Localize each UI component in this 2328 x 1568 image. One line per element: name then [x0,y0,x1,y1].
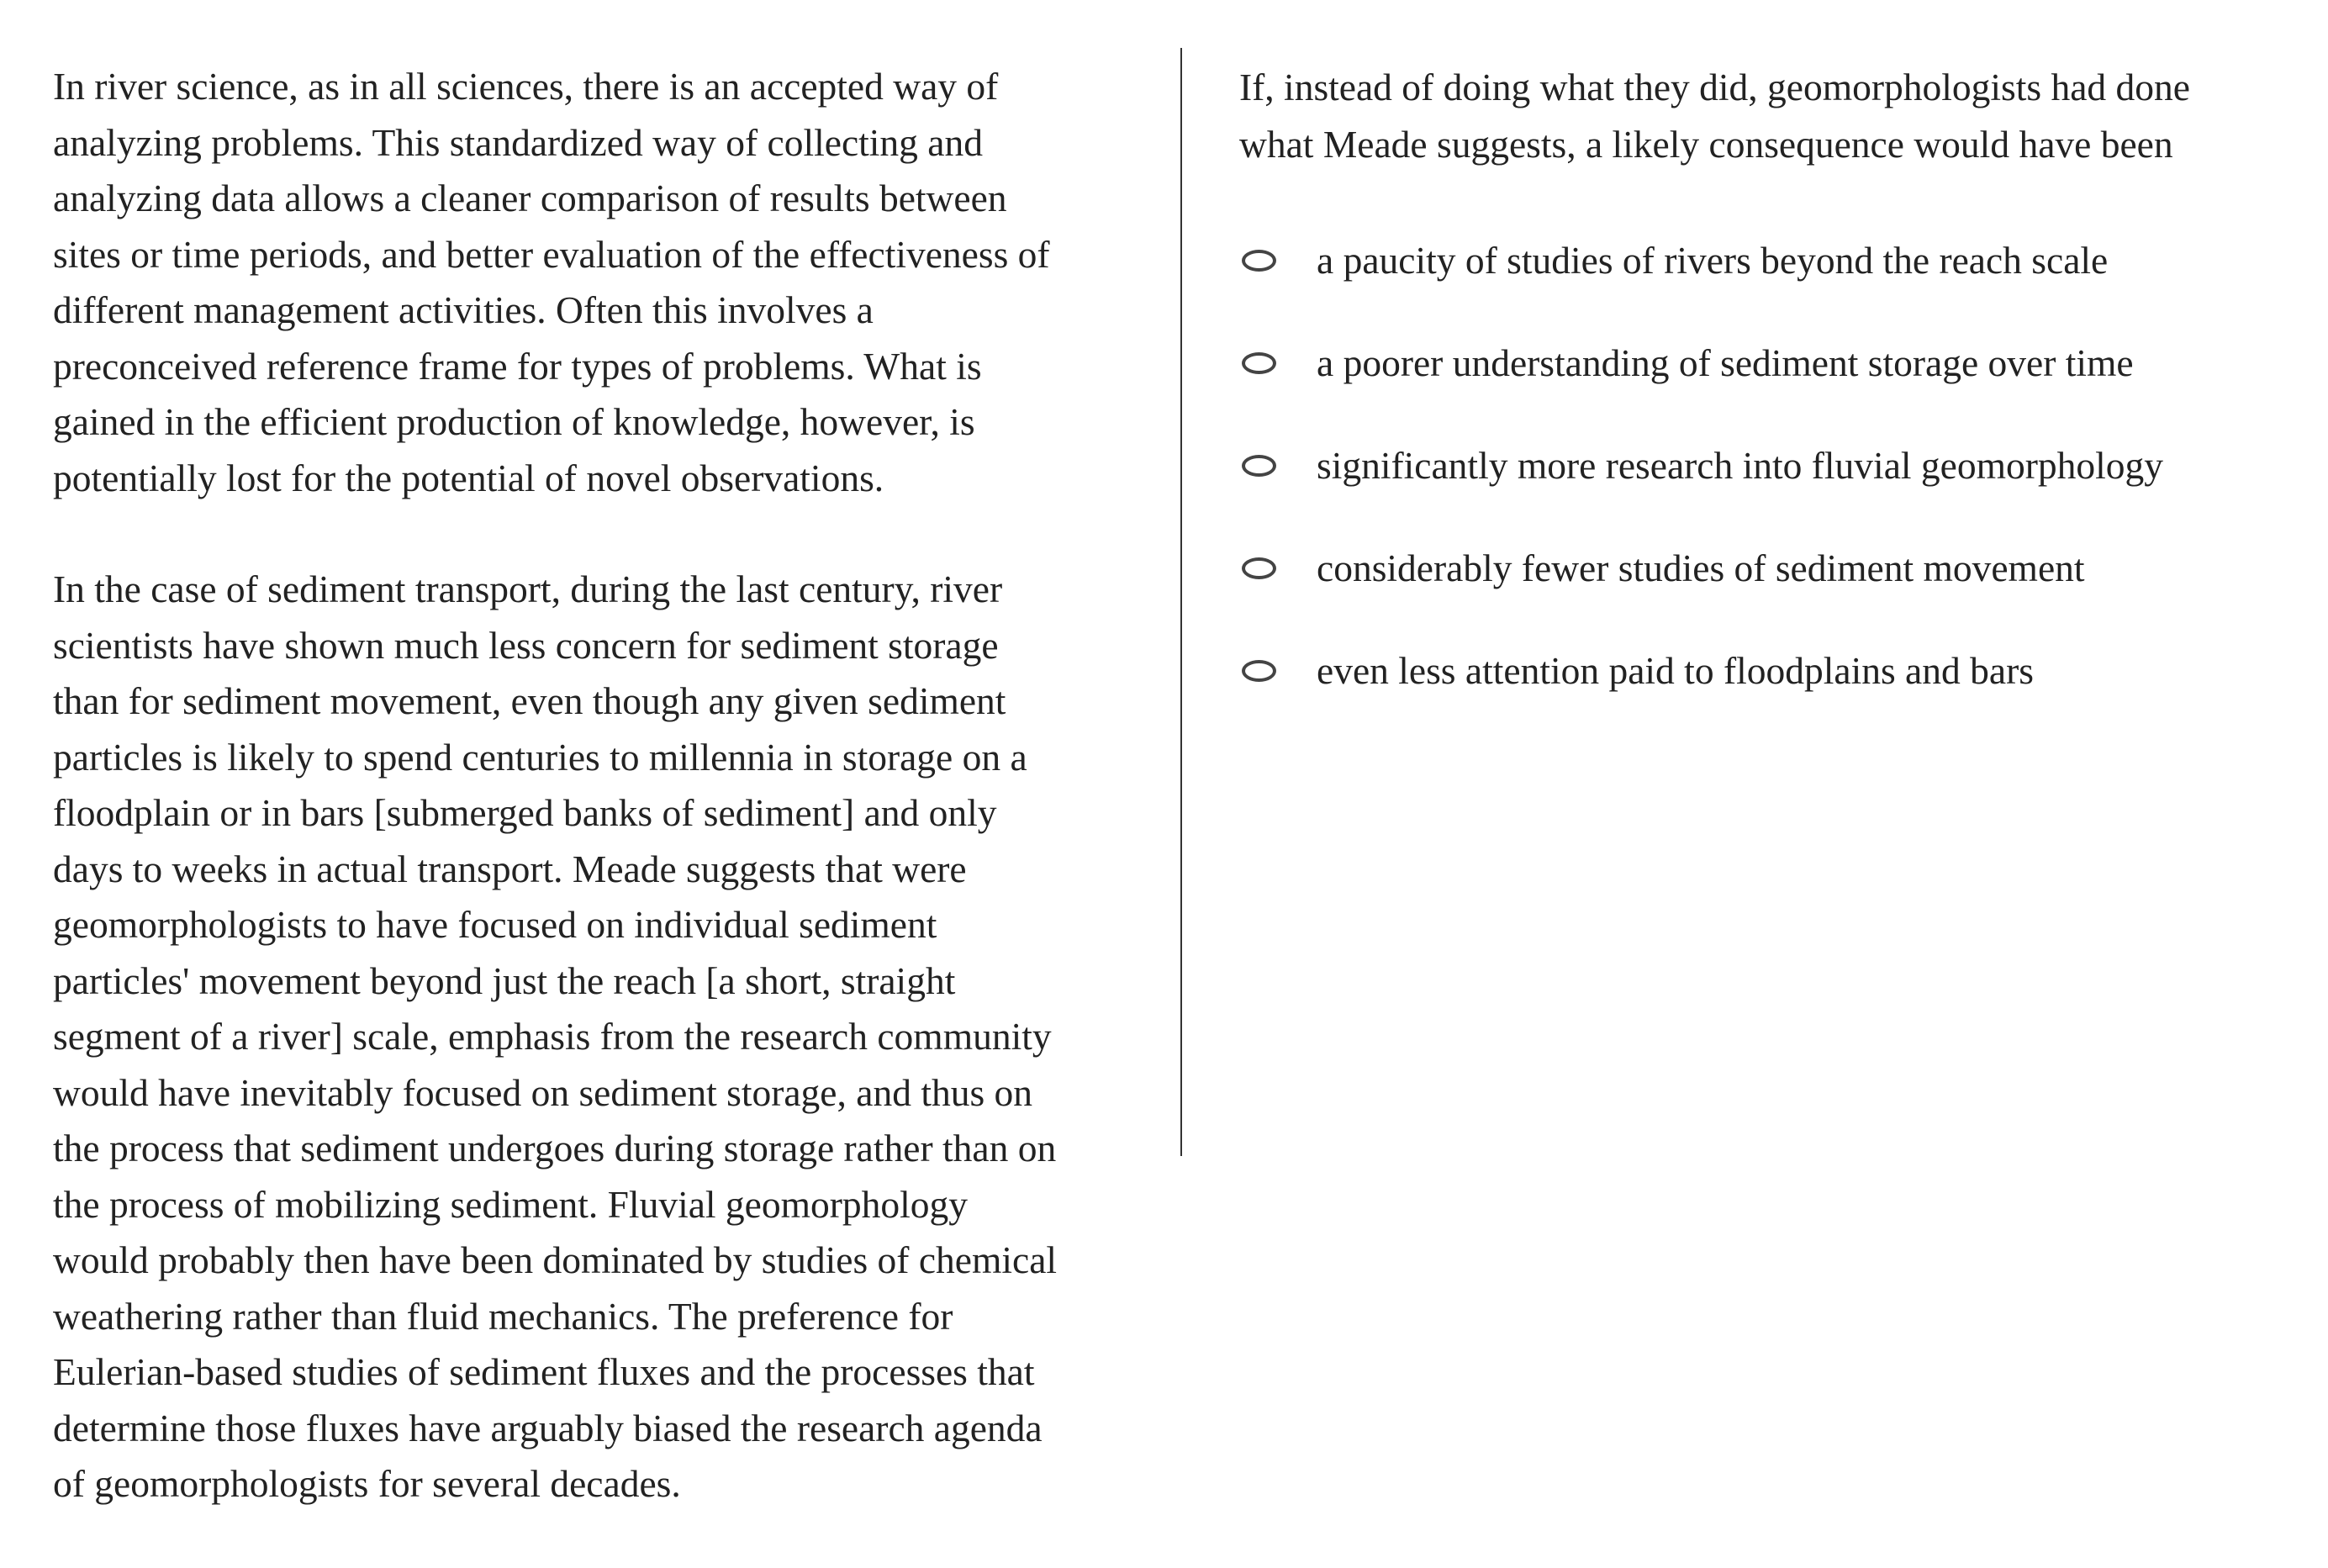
answer-choice-d[interactable] [1239,517,2282,620]
answer-choice-a[interactable] [1239,209,2282,312]
passage-pane [53,59,1146,1568]
answer-choice-label[interactable]: considerably fewer studies of sediment movement [1317,546,2085,589]
answer-choice-label[interactable]: a paucity of studies of rivers beyond the reach scale [1317,239,2109,282]
answer-choice-e[interactable] [1239,620,2282,722]
radio-unselected-icon[interactable] [1242,352,1276,374]
radio-unselected-icon[interactable] [1242,557,1276,579]
answer-choices [1239,209,2282,722]
radio-unselected-icon[interactable] [1242,250,1276,272]
answer-choice-label[interactable]: significantly more research into fluvial geomorphology [1317,444,2164,487]
answer-choice-b[interactable] [1239,312,2282,414]
radio-unselected-icon[interactable] [1242,660,1276,682]
question-stem: If, instead of doing what they did, geomorphologists had done what Meade suggests, a likely consequence would have been [1239,66,2190,166]
answer-choice-label[interactable]: a poorer understanding of sediment storage over time [1317,341,2134,384]
pane-divider[interactable] [1180,48,1182,1156]
question-pane [1239,59,2282,722]
answer-choice-c[interactable] [1239,414,2282,517]
answer-choice-label[interactable]: even less attention paid to floodplains and bars [1317,649,2034,692]
passage-paragraph-2: In the case of sediment transport, during the last century, river scientists have shown much less concern for sediment storage than for sediment movement, even though any given sediment particles is likely to spend centuries to millennia in storage on a floodplain or in bars [submerged banks of sediment] and only days to weeks in actual transport. Meade suggests that were geomorphologists to have focused on individual sediment particles' movement beyond just the reach [a short, straight segment of a river] scale, emphasis from the research community would have inevitably focused on sediment storage, and thus on the process that sediment undergoes during storage rather than on the process of mobilizing sediment. Fluvial geomorphology would probably then have been dominated by studies of chemical weathering rather than fluid mechanics. The preference for Eulerian-based studies of sediment fluxes and the processes that determine those fluxes have arguably biased the research agenda of geomorphologists for several decades. [53,568,1058,1505]
passage-paragraph-1: In river science, as in all sciences, there is an accepted way of analyzing problems. This standardized way of collecting and analyzing data allows a cleaner comparison of results between sites or time periods, and better evaluation of the effectiveness of different management activities. Often this involves a preconceived reference frame for types of problems. What is gained in the efficient production of knowledge, however, is potentially lost for the potential of novel observations. [53,65,1050,499]
radio-unselected-icon[interactable] [1242,455,1276,477]
